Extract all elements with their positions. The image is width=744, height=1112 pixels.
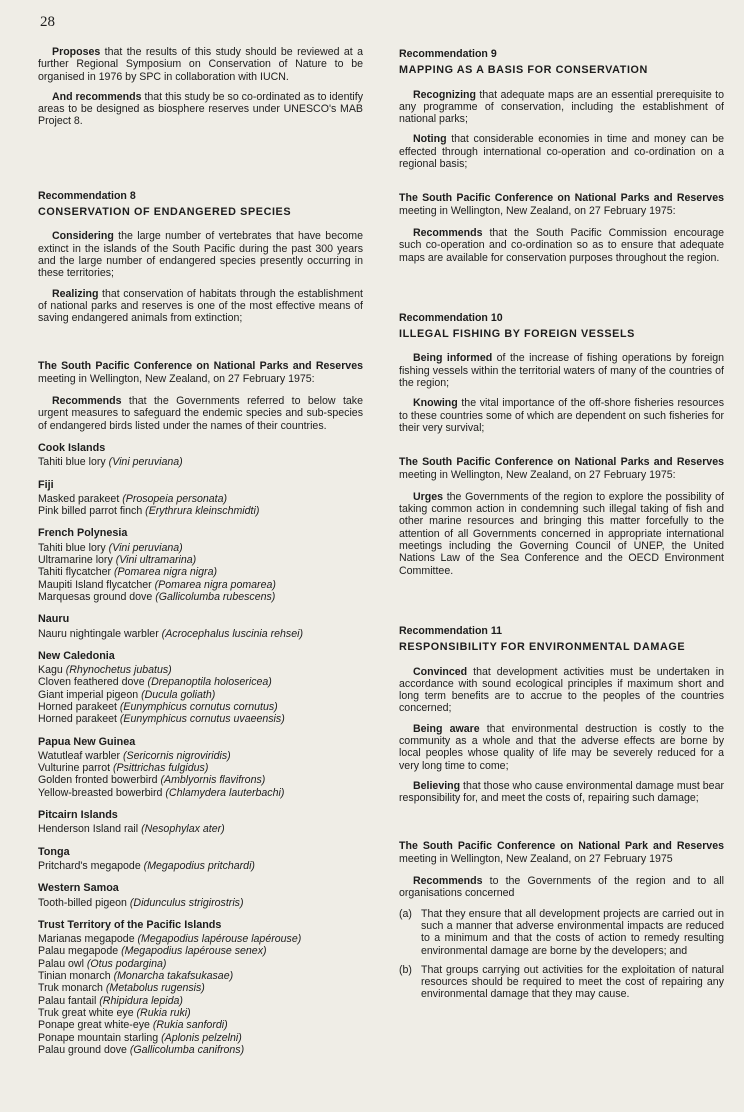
recommendation-8-title: CONSERVATION OF ENDANGERED SPECIES [38,206,292,219]
species-group [38,442,363,469]
recommendation-9-title: MAPPING AS A BASIS FOR CONSERVATION [399,64,648,77]
species-scientific-name: (Amblyornis flavifrons) [160,774,266,787]
species-entry [38,982,363,994]
country-heading: French Polynesia [38,527,128,540]
list-text: That they ensure that all development projects are carried out in such a manner that adverse environmental impacts are reduced to a minimum and that the costs of action to remedy resulting environmental damage are borne by the developers; and [421,907,724,957]
species-scientific-name: (Drepanoptila holosericea) [147,676,272,689]
species-group [38,736,363,799]
species-entry [38,456,363,468]
country-heading: Trust Territory of the Pacific Islands [38,918,222,931]
species-common-name: Horned parakeet [38,713,120,726]
species-scientific-name: (Megapodius lapérouse senex) [121,945,267,958]
species-scientific-name: (Psittrichas fulgidus) [112,762,209,775]
species-entry [38,970,363,982]
species-entry [38,823,363,835]
list-item-a [399,908,724,957]
species-scientific-name: (Eunymphicus cornutus uvaeensis) [119,713,285,726]
page-number: 28 [40,14,55,30]
species-scientific-name: (Eunymphicus cornutus cornutus) [119,700,278,713]
species-common-name: Yellow-breasted bowerbird [38,786,166,799]
species-common-name: Marianas megapode [38,933,138,946]
species-entry [38,762,363,774]
recommendation-10-title: ILLEGAL FISHING BY FOREIGN VESSELS [399,328,635,341]
species-group [38,479,363,518]
right-column [399,48,724,1008]
species-common-name: Palau megapode [38,945,122,958]
species-list [38,442,363,1056]
list-item-b [399,964,724,1001]
paragraph-and-recommends: And recommends that this study be so co-ordinated as to identify areas to be designed as biosphere reserves under UNESCO's MAB Project 8. [38,90,364,128]
paragraph-recommends: Recommends that the Governments referred to below take urgent measures to safeguard the endemic species and sub-species of endangered birds listed under the names of their countries. [38,395,363,432]
conference-statement-11: The South Pacific Conference on National Park and Reserves meeting in Wellington, New Zealand, on 27 February 1975 [399,840,724,865]
paragraph-realizing: Realizing that conservation of habitats through the establishment of national parks and reserves is one of the most effective means of saving endangered animals from extinction; [38,287,363,325]
species-entry [38,1019,363,1031]
species-scientific-name: (Vini ultramarina) [115,554,197,567]
species-scientific-name: (Otus podargina) [86,957,167,970]
species-entry [38,1007,363,1019]
species-common-name: Ponape mountain starling [38,1031,162,1044]
species-scientific-name: (Didunculus strigirostris) [129,896,244,909]
country-heading: New Caledonia [38,649,115,662]
recommendation-8-number: Recommendation 8 [38,189,136,202]
species-scientific-name: (Vini peruviana) [108,456,183,469]
species-group [38,919,363,1056]
species-common-name: Vulturine parrot [38,762,113,775]
species-common-name: Ponape great white-eye [38,1019,153,1032]
species-common-name: Palau owl [38,957,87,970]
conference-statement: The South Pacific Conference on National Parks and Reserves meeting in Wellington, New Zealand, on 27 February 1975: [38,360,363,385]
species-scientific-name: (Gallicolumba rubescens) [155,590,276,603]
conference-statement-9: The South Pacific Conference on National Parks and Reserves meeting in Wellington, New Zealand, on 27 February 1975: [399,192,724,217]
species-entry [38,713,363,725]
species-scientific-name: (Erythrura kleinschmidti) [145,505,260,518]
species-entry [38,774,363,786]
country-heading: Fiji [38,478,54,491]
species-scientific-name: (Ducula goliath) [141,688,216,701]
paragraph-being-aware: Being aware that environmental destruction is costly to the community as a whole and that the adverse effects are borne by local peoples whose quality of life may be severely reduced for a very long time to come; [399,722,724,772]
species-common-name: Horned parakeet [38,700,120,713]
recommendation-11-title: RESPONSIBILITY FOR ENVIRONMENTAL DAMAGE [399,641,686,654]
species-common-name: Truk great white eye [38,1006,137,1019]
species-entry [38,933,363,945]
list-marker: (a) [399,907,412,920]
paragraph-being-informed: Being informed of the increase of fishing operations by foreign fishing vessels within the territorial waters of many of the countries of the region; [399,352,724,390]
paragraph-recognizing: Recognizing that adequate maps are an essential prerequisite to any programme of conservation, including the establishment of national parks; [399,88,724,126]
species-scientific-name: (Prosopeia personata) [122,492,228,505]
species-scientific-name: (Acrocephalus luscinia rehsei) [161,627,303,640]
species-common-name: Truk monarch [38,982,106,995]
species-group [38,613,363,640]
species-entry [38,628,363,640]
species-scientific-name: (Monarcha takafsukasae) [113,970,234,983]
paragraph-believing: Believing that those who cause environmental damage must bear responsibility for, and meet the costs of, repairing such damage; [399,779,724,805]
paragraph-proposes: Proposes that the results of this study should be reviewed at a further Regional Symposium on Conservation of Nature to be organised in 1976 by SPC in collaboration with IUCN. [38,46,363,83]
species-entry [38,1044,363,1056]
species-common-name: Pritchard's megapode [38,859,144,872]
country-heading: Western Samoa [38,882,119,895]
species-common-name: Palau ground dove [38,1043,130,1056]
recommendation-11-number: Recommendation 11 [399,624,503,637]
species-common-name: Kagu [38,664,66,677]
species-entry [38,676,363,688]
species-common-name: Tooth-billed pigeon [38,896,130,909]
recommendation-9-number: Recommendation 9 [399,48,497,60]
species-common-name: Tahiti blue lory [38,541,109,554]
paragraph-considering: Considering the large number of vertebrates that have become extinct in the islands of the South Pacific during the past 300 years and the large number of endangered species presently occurring in these territories; [38,230,363,280]
species-scientific-name: (Rhynochetus jubatus) [65,664,172,677]
country-heading: Papua New Guinea [38,735,136,748]
species-common-name: Tahiti flycatcher [38,566,114,579]
species-group [38,527,363,603]
species-entry [38,591,363,603]
country-heading: Cook Islands [38,441,106,454]
species-entry [38,1032,363,1044]
species-common-name: Watutleaf warbler [38,749,123,762]
left-column [38,46,363,1056]
paragraph-recommends-9: Recommends that the South Pacific Commission encourage such co-operation and co-ordination so as to ensure that adequate maps are available for conservation purposes throughout the region. [399,226,724,264]
species-entry [38,701,363,713]
species-scientific-name: (Vini peruviana) [108,541,183,554]
species-entry [38,579,363,591]
paragraph-recommends-11: Recommends to the Governments of the region and to all organisations concerned [399,875,724,900]
species-scientific-name: (Sericornis nigroviridis) [122,749,231,762]
species-entry [38,945,363,957]
species-group [38,882,363,909]
species-common-name: Cloven feathered dove [38,676,148,689]
species-entry [38,664,363,676]
paragraph-convinced: Convinced that development activities must be undertaken in accordance with sound ecological principles if maximum short and long term benefits are to accrue to the peoples of the countries concerned; [399,665,724,715]
species-scientific-name: (Megapodius pritchardi) [143,859,255,872]
species-entry [38,689,363,701]
list-text: That groups carrying out activities for the exploitation of natural resources should be required to meet the cost of repairing any environmental damage that they may cause. [421,963,724,1001]
species-entry [38,554,363,566]
species-entry [38,860,363,872]
species-common-name: Ultramarine lory [38,554,116,567]
species-entry [38,958,363,970]
species-entry [38,493,363,505]
country-heading: Nauru [38,613,70,626]
species-scientific-name: (Chlamydera lauterbachi) [165,786,285,799]
species-entry [38,787,363,799]
conference-statement-10: The South Pacific Conference on National Parks and Reserves meeting in Wellington, New Zealand, on 27 February 1975: [399,456,724,481]
recommendation-10-number: Recommendation 10 [399,311,503,324]
species-scientific-name: (Nesophylax ater) [141,823,225,836]
species-common-name: Masked parakeet [38,492,123,505]
species-common-name: Giant imperial pigeon [38,688,142,701]
species-common-name: Marquesas ground dove [38,590,156,603]
species-scientific-name: (Rhipidura lepida) [99,994,183,1007]
country-heading: Pitcairn Islands [38,809,118,822]
paragraph-noting: Noting that considerable economies in time and money can be effected through international co-operation and co-ordination on a regional basis; [399,133,724,171]
species-common-name: Nauru nightingale warbler [38,627,162,640]
list-marker: (b) [399,963,412,976]
species-scientific-name: (Pomarea nigra nigra) [113,566,217,579]
species-common-name: Golden fronted bowerbird [38,774,161,787]
species-scientific-name: (Aplonis pelzelni) [161,1031,242,1044]
species-common-name: Pink billed parrot finch [38,505,146,518]
species-group [38,809,363,836]
species-common-name: Tinian monarch [38,970,114,983]
species-common-name: Palau fantail [38,994,100,1007]
species-group [38,846,363,873]
species-scientific-name: (Pomarea nigra pomarea) [154,578,276,591]
paragraph-knowing: Knowing the vital importance of the off-shore fisheries resources to these countries some of which are dependent on such fisheries for their very survival; [399,397,724,434]
species-common-name: Tahiti blue lory [38,456,109,469]
species-common-name: Maupiti Island flycatcher [38,578,155,591]
species-entry [38,505,363,517]
paragraph-urges: Urges the Governments of the region to explore the possibility of taking common action in condemning such illegal taking of fish and other marine resources and bringing this matter forcefully to the attention of all Governments concerned in appropriate international meetings including the Governing Council of UNEP, the United Nations Law of the Sea Conference and the OECD Environment Committee. [399,490,724,577]
species-scientific-name: (Megapodius lapérouse lapérouse) [137,933,302,946]
species-group [38,650,363,726]
species-scientific-name: (Rukia sanfordi) [152,1019,228,1032]
species-entry [38,566,363,578]
species-scientific-name: (Gallicolumba canifrons) [129,1043,245,1056]
species-scientific-name: (Metabolus rugensis) [105,982,205,995]
species-entry [38,750,363,762]
country-heading: Tonga [38,845,70,858]
species-common-name: Henderson Island rail [38,823,142,836]
species-entry [38,542,363,554]
species-scientific-name: (Rukia ruki) [136,1006,191,1019]
species-entry [38,995,363,1007]
species-entry [38,897,363,909]
